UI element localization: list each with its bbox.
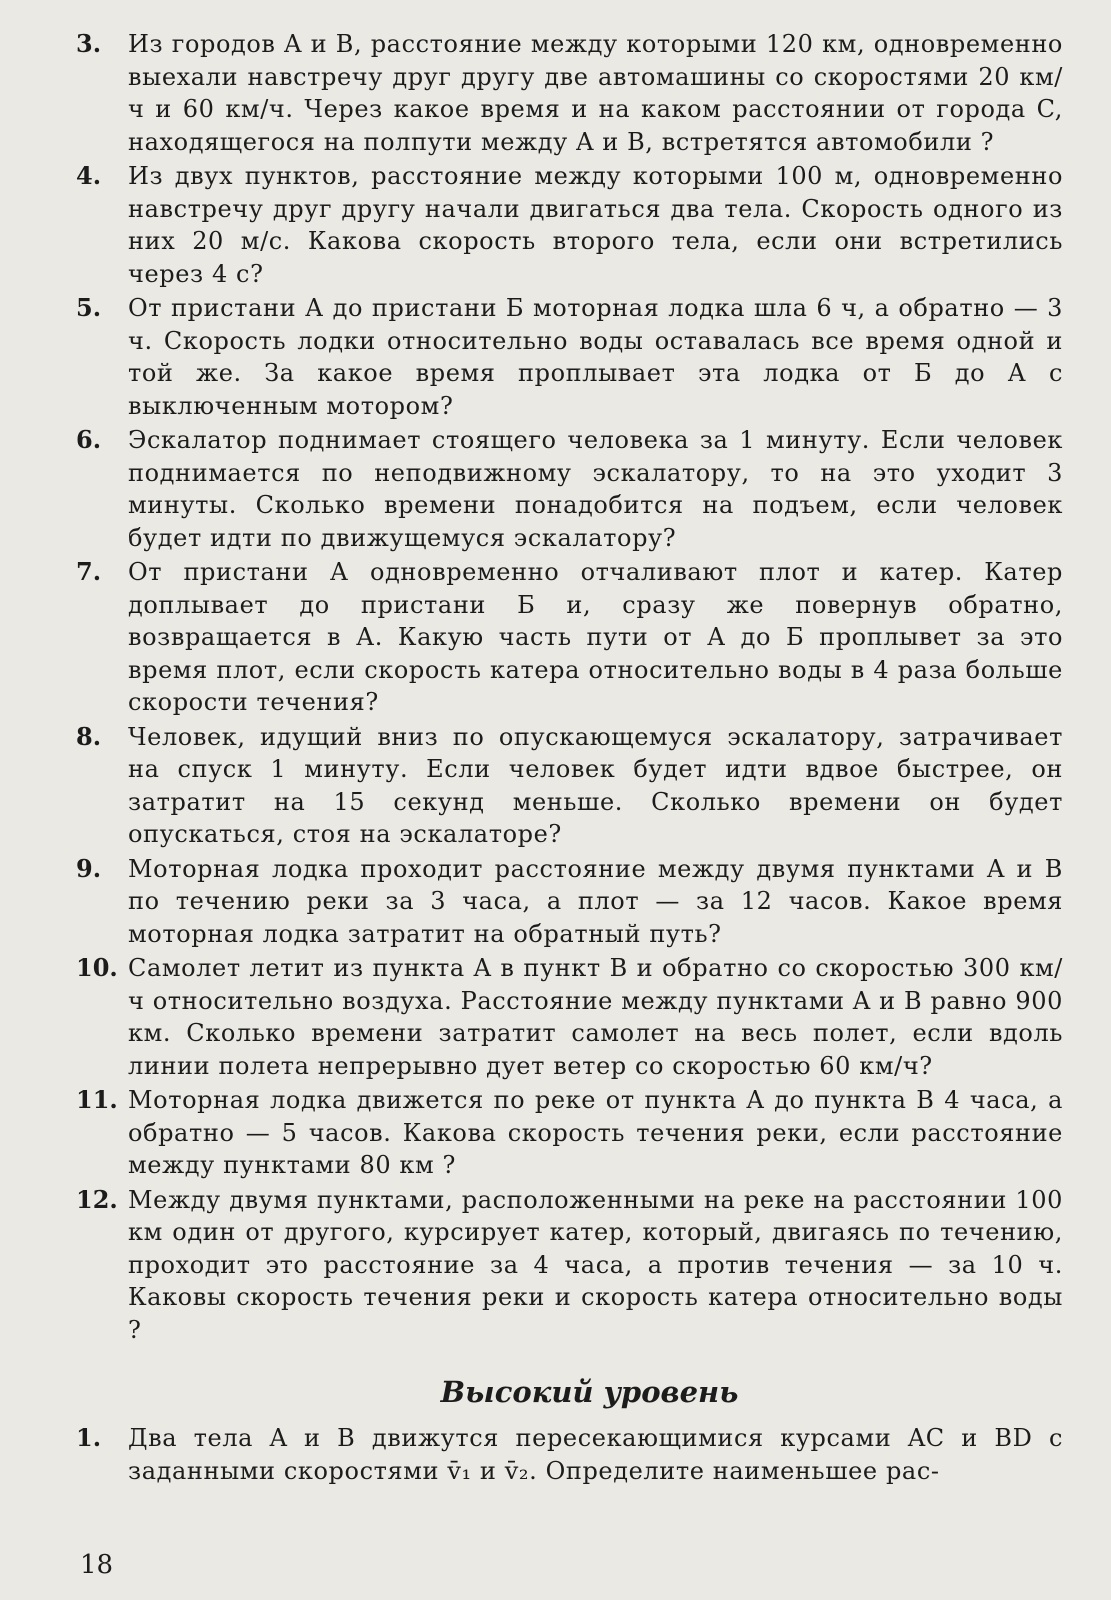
problem-number: 12. (76, 1184, 118, 1214)
problem-item (76, 556, 1063, 719)
problem-number: 6. (76, 425, 102, 454)
page-number: 18 (80, 1550, 114, 1580)
problem-text: Из двух пунктов, расстояние между которыми 100 м, одновременно навстречу друг другу начали двигаться два тела. Скорость одного из них 20 м/с. Какова скорость второго тела, если они встретились через 4 с? (128, 162, 1063, 288)
problem-text: Моторная лодка движется по реке от пункта A до пункта B 4 часа, а обратно — 5 часов. Какова скорость течения реки, если расстояние между пунктами 80 км ? (128, 1086, 1063, 1179)
problem-number: 11. (76, 1085, 118, 1114)
problem-number: 8. (76, 721, 102, 751)
problem-number: 1. (76, 1423, 102, 1452)
problem-item (76, 1084, 1063, 1182)
problem-list (76, 28, 1063, 1346)
problem-text: Между двумя пунктами, расположенными на реке на расстоянии 100 км один от другого, курсирует катер, который, двигаясь по течению, проходит это расстояние за 4 часа, а против течения — за 10 ч. Каковы скорость течения реки и скорость катера относительно воды ? (128, 1185, 1063, 1344)
problem-item (76, 160, 1063, 290)
problem-text: Из городов A и B, расстояние между которыми 120 км, одновременно выехали навстречу друг другу две автомашины со скоростями 20 км/ч и 60 км/ч. Через какое время и на каком расстоянии от города C, находящегося на полпути между A и B, встретятся автомобили ? (128, 30, 1063, 156)
problem-item (76, 28, 1063, 158)
problem-item (76, 424, 1063, 554)
problem-number: 10. (76, 953, 118, 982)
problem-number: 7. (76, 557, 102, 586)
problem-text: Два тела A и B движутся пересекающимися курсами AC и BD с заданными скоростями v̄₁ и v̄₂. Определите наименьшее рас- (128, 1424, 1063, 1485)
problem-item (76, 952, 1063, 1082)
problem-text: Моторная лодка проходит расстояние между двумя пунктами A и B по течению реки за 3 часа, а плот — за 12 часов. Какое время моторная лодка затратит на обратный путь? (128, 854, 1063, 948)
problem-item (76, 721, 1063, 851)
problem-text: Самолет летит из пункта A в пункт B и обратно со скоростью 300 км/ч относительно воздуха. Расстояние между пунктами A и B равно 900 км. Сколько времени затратит самолет на весь полет, если вдоль линии полета непрерывно дует ветер со скоростью 60 км/ч? (128, 954, 1063, 1080)
problem-number: 9. (76, 853, 102, 883)
problem-item (76, 292, 1063, 422)
section-title: Высокий уровень (440, 1375, 739, 1409)
problem-text: От пристани А до пристани Б моторная лодка шла 6 ч, а обратно — 3 ч. Скорость лодки относительно воды оставалась все время одной и той же. За какое время проплывает эта лодка от Б до А с выключенным мотором? (128, 294, 1063, 420)
problem-number: 5. (76, 293, 102, 322)
section-problem-list (76, 1422, 1063, 1487)
problem-text: Человек, идущий вниз по опускающемуся эскалатору, затрачивает на спуск 1 минуту. Если человек будет идти вдвое быстрее, он затратит на 15 секунд меньше. Сколько времени он будет опускаться, стоя на эскалаторе? (128, 722, 1063, 848)
problem-item (76, 853, 1063, 951)
problem-number: 4. (76, 161, 102, 190)
problem-item (76, 1422, 1063, 1487)
problem-number: 3. (76, 29, 102, 58)
problem-item (76, 1184, 1063, 1347)
problem-text: От пристани А одновременно отчаливают плот и катер. Катер доплывает до пристани Б и, сразу же повернув обратно, возвращается в А. Какую часть пути от А до Б проплывет за это время плот, если скорость катера относительно воды в 4 раза больше скорости течения? (128, 558, 1063, 716)
problem-text: Эскалатор поднимает стоящего человека за 1 минуту. Если человек поднимается по неподвижному эскалатору, то на это уходит 3 минуты. Сколько времени понадобится на подъем, если человек будет идти по движущемуся эскалатору? (128, 426, 1063, 552)
